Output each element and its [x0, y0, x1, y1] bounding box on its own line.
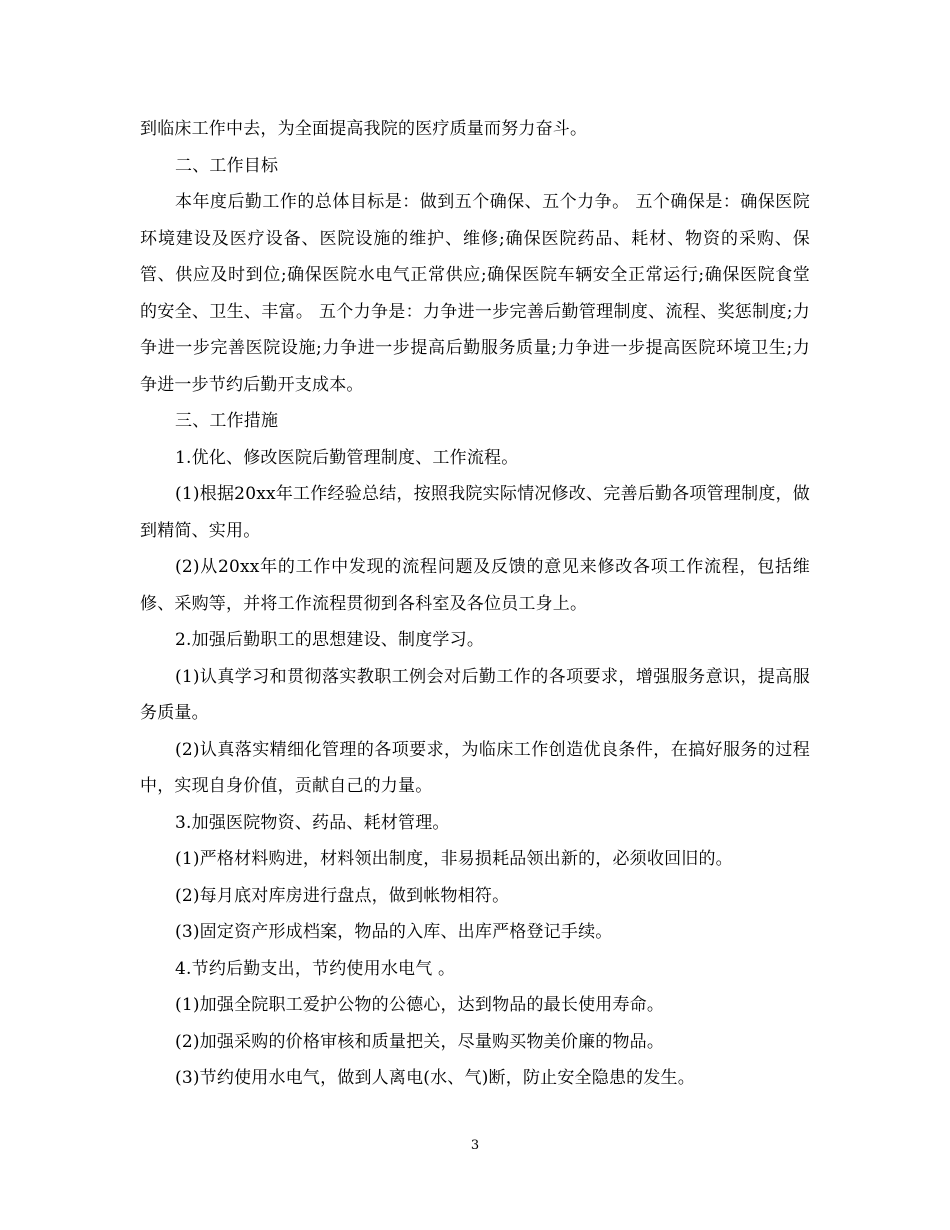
list-heading: 1.优化、修改医院后勤管理制度、工作流程。	[175, 447, 519, 468]
paragraph: 到临床工作中去，为全面提高我院的医疗质量而努力奋斗。	[140, 119, 588, 139]
list-item: (3)固定资产形成档案，物品的入库、出库严格登记手续。	[175, 922, 613, 942]
list-item: (1)加强全院职工爱护公物的公德心，达到物品的最长使用寿命。	[175, 995, 665, 1015]
list-item: (3)节约使用水电气，做到人离电(水、气)断，防止安全隐患的发生。	[175, 1068, 695, 1088]
section-heading-measures: 三、工作措施	[175, 411, 279, 431]
list-heading: 3.加强医院物资、药品、耗材管理。	[175, 812, 450, 833]
document-body	[140, 111, 810, 1097]
list-item: (2)从20xx年的工作中发现的流程问题及反馈的意见来修改各项工作流程，包括维修、采购等，并将工作流程贯彻到各科室及各位员工身上。	[140, 557, 810, 614]
list-item: (2)认真落实精细化管理的各项要求，为临床工作创造优良条件，在搞好服务的过程中，实现自身价值，贡献自己的力量。	[140, 739, 810, 796]
list-item: (2)每月底对库房进行盘点，做到帐物相符。	[175, 885, 510, 906]
list-heading: 2.加强后勤职工的思想建设、制度学习。	[175, 630, 485, 650]
page-number: 3	[470, 1138, 480, 1153]
paragraph: 本年度后勤工作的总体目标是：做到五个确保、五个力争。 五个确保是：确保医院环境建设及医疗设备、医院设施的维护、维修;确保医院药品、耗材、物资的采购、保管、供应及时到位;确保医院水电气正常供应;确保医院车辆安全正常运行;确保医院食堂的安全、卫生、丰富。 五个力争是：力争进一步完善后勤管理制度、流程、奖惩制度;力争进一步完善医院设施;力争进一步提高后勤服务质量;力争进一步提高医院环境卫生;力争进一步节约后勤开支成本。	[140, 192, 810, 395]
section-heading-goals: 二、工作目标	[175, 155, 279, 176]
list-heading: 4.节约后勤支出，节约使用水电气 。	[175, 958, 456, 979]
list-item: (1)认真学习和贯彻落实教职工例会对后勤工作的各项要求，增强服务意识，提高服务质量。	[140, 666, 810, 723]
list-item: (1)根据20xx年工作经验总结，按照我院实际情况修改、完善后勤各项管理制度，做到精简、实用。	[140, 484, 810, 541]
list-item: (2)加强采购的价格审核和质量把关，尽量购买物美价廉的物品。	[175, 1031, 665, 1052]
list-item: (1)严格材料购进，材料领出制度，非易损耗品领出新的，必须收回旧的。	[175, 849, 733, 869]
